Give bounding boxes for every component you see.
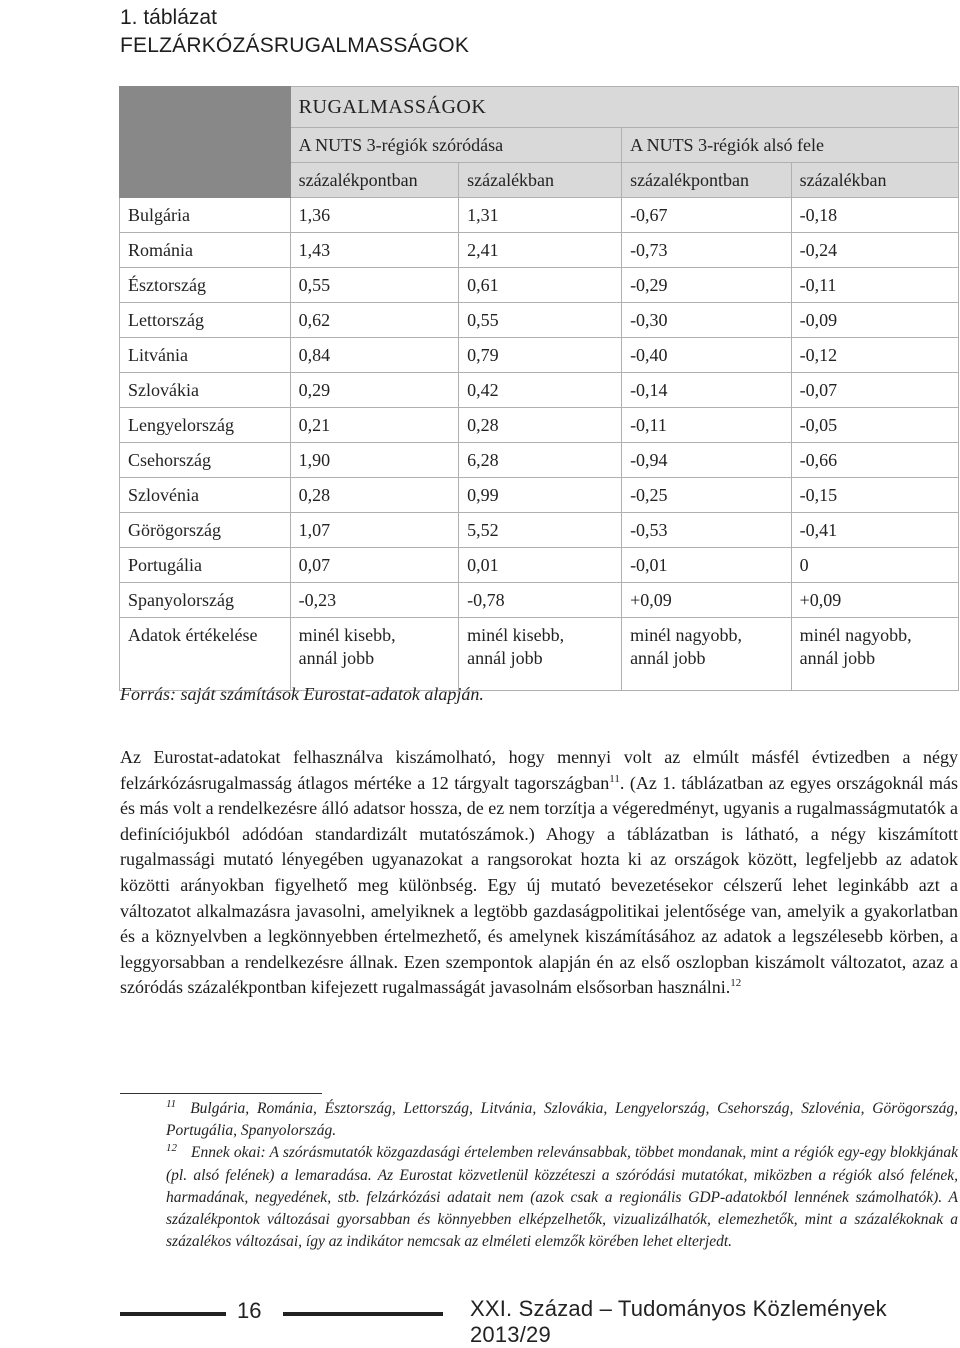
value-cell: -0,15 — [791, 478, 958, 513]
country-cell: Portugália — [120, 548, 291, 583]
country-cell: Szlovákia — [120, 373, 291, 408]
country-cell: Észtország — [120, 268, 291, 303]
value-cell: -0,11 — [622, 408, 792, 443]
group-header-2: A NUTS 3-régiók alsó fele — [622, 128, 959, 163]
table-row — [120, 233, 959, 268]
value-cell: 1,07 — [290, 513, 458, 548]
evaluation-line: minél nagyobb, — [630, 625, 743, 645]
value-cell: -0,14 — [622, 373, 792, 408]
value-cell: 2,41 — [459, 233, 622, 268]
evaluation-cell — [791, 618, 958, 691]
footnote-ref: 12 — [730, 977, 742, 990]
table-row — [120, 338, 959, 373]
country-cell: Románia — [120, 233, 291, 268]
value-cell: -0,18 — [791, 198, 958, 233]
value-cell: -0,01 — [622, 548, 792, 583]
value-cell: -0,41 — [791, 513, 958, 548]
evaluation-line: annál jobb — [298, 648, 375, 668]
footnote-separator — [120, 1093, 322, 1094]
value-cell: -0,94 — [622, 443, 792, 478]
table-row — [120, 268, 959, 303]
value-cell: 0,07 — [290, 548, 458, 583]
evaluation-line: minél kisebb, — [298, 625, 396, 645]
value-cell: 0,84 — [290, 338, 458, 373]
footnote-ref: 11 — [609, 772, 620, 785]
table-row — [120, 303, 959, 338]
value-cell: 0,21 — [290, 408, 458, 443]
country-cell: Lengyelország — [120, 408, 291, 443]
value-cell: 0,55 — [459, 303, 622, 338]
country-cell: Bulgária — [120, 198, 291, 233]
value-cell: 0,61 — [459, 268, 622, 303]
value-cell: -0,30 — [622, 303, 792, 338]
subheader: százalékban — [791, 163, 958, 198]
value-cell: -0,07 — [791, 373, 958, 408]
country-cell: Csehország — [120, 443, 291, 478]
subheader: százalékpontban — [290, 163, 458, 198]
value-cell: 1,43 — [290, 233, 458, 268]
footnote-text: Ennek okai: A szórásmutatók közgazdasági értelemben relevánsabbak, többet mondanak, mint a régiók egy-egy blokkjának (pl. alsó felének) a lemaradása. Az Eurostat közvetlenül közzéteszi a szóródási mutatókat, miközben a régiók alsó felének, harmadának, negyedének, stb. felzárkózási adatait nem (azok csak a regionális GDP-adatokból lennének számolhatók). A százalékpontok változásai gyorsabban és könnyebben elképzelhetők, vizualizálhatók, elemezhetők, mint a százalékoknak a százalékos változásai, így az indikátor nemcsak az elméleti elemzők körében lehet elterjedt. — [166, 1144, 958, 1251]
value-cell: -0,25 — [622, 478, 792, 513]
country-cell: Görögország — [120, 513, 291, 548]
footnote — [166, 1142, 958, 1253]
evaluation-line: annál jobb — [467, 648, 543, 668]
value-cell: -0,05 — [791, 408, 958, 443]
journal-title: XXI. Század – Tudományos Közlemények 2013/29 — [470, 1296, 887, 1347]
footnotes — [166, 1098, 958, 1253]
value-cell: 0,28 — [459, 408, 622, 443]
footnote-number: 11 — [166, 1097, 177, 1110]
country-cell: Spanyolország — [120, 583, 291, 618]
table-title: FELZÁRKÓZÁSRUGALMASSÁGOK — [120, 34, 470, 57]
value-cell: -0,12 — [791, 338, 958, 373]
value-cell: +0,09 — [791, 583, 958, 618]
value-cell: -0,23 — [290, 583, 458, 618]
value-cell: 0,79 — [459, 338, 622, 373]
page-number: 16 — [237, 1298, 262, 1323]
table-heading — [120, 4, 469, 60]
value-cell: 0,55 — [290, 268, 458, 303]
value-cell: 5,52 — [459, 513, 622, 548]
table-row — [120, 548, 959, 583]
value-cell: -0,29 — [622, 268, 792, 303]
value-cell: -0,73 — [622, 233, 792, 268]
evaluation-line: minél kisebb, — [467, 625, 565, 645]
country-cell: Szlovénia — [120, 478, 291, 513]
evaluation-cell — [622, 618, 792, 691]
footnote-text: Bulgária, Románia, Észtország, Lettország, Litvánia, Szlovákia, Lengyelország, Csehország, Szlovénia, Görögország, Portugália, Spanyolország. — [166, 1100, 958, 1140]
paragraph-part: Az Eurostat-adatokat felhasználva kiszámolható, hogy mennyi volt az elmúlt másfél évtizedben a négy felzárkózásrugalmasság átlagos mértéke a 12 tárgyalt tagországban — [120, 747, 958, 793]
value-cell: 1,36 — [290, 198, 458, 233]
value-cell: 0,62 — [290, 303, 458, 338]
value-cell: -0,11 — [791, 268, 958, 303]
country-cell: Litvánia — [120, 338, 291, 373]
footer-rule-left — [120, 1312, 226, 1316]
table-row — [120, 373, 959, 408]
subheader: százalékpontban — [622, 163, 792, 198]
value-cell: 0,28 — [290, 478, 458, 513]
table-row — [120, 478, 959, 513]
elasticity-table — [119, 86, 959, 691]
evaluation-line: annál jobb — [799, 648, 876, 668]
evaluation-line: minél nagyobb, — [799, 625, 912, 645]
footnote — [166, 1098, 958, 1142]
evaluation-row — [120, 618, 959, 691]
table-row — [120, 443, 959, 478]
country-cell: Lettország — [120, 303, 291, 338]
footer-rule-right — [283, 1312, 443, 1316]
value-cell: 0,99 — [459, 478, 622, 513]
group-title: RUGALMASSÁGOK — [290, 87, 958, 128]
evaluation-cell — [459, 618, 622, 691]
evaluation-cell — [290, 618, 458, 691]
source-note: Forrás: saját számítások Eurostat-adatok alapján. — [120, 684, 484, 704]
value-cell: -0,40 — [622, 338, 792, 373]
subheader: százalékban — [459, 163, 622, 198]
table-row — [120, 198, 959, 233]
table-row — [120, 583, 959, 618]
footnote-number: 12 — [166, 1142, 177, 1155]
value-cell: 0,42 — [459, 373, 622, 408]
value-cell: -0,53 — [622, 513, 792, 548]
table-row — [120, 408, 959, 443]
evaluation-line: annál jobb — [630, 648, 706, 668]
group-header-1: A NUTS 3-régiók szóródása — [290, 128, 621, 163]
value-cell: 0,29 — [290, 373, 458, 408]
value-cell: -0,09 — [791, 303, 958, 338]
value-cell: -0,24 — [791, 233, 958, 268]
header-corner — [120, 87, 291, 198]
value-cell: 6,28 — [459, 443, 622, 478]
value-cell: -0,67 — [622, 198, 792, 233]
value-cell: 1,90 — [290, 443, 458, 478]
evaluation-label: Adatok értékelése — [120, 618, 291, 691]
value-cell: +0,09 — [622, 583, 792, 618]
table-header-row-1 — [120, 87, 959, 128]
value-cell: 0,01 — [459, 548, 622, 583]
table-row — [120, 513, 959, 548]
value-cell: 0 — [791, 548, 958, 583]
paragraph-part: . (Az 1. táblázatban az egyes országoknál más és más volt a rendelkezésre álló adatsor hossza, de ez nem torzítja a végeredményt, ugyanis a rugalmasságmutatók a definíciójukból adódóan standardizált mutatószámok.) Ahogy a táblázatban is látható, a négy kiszámított rugalmassági mutató lényegében ugyanazokat a rangsorokat hozta ki az országok között, legfeljebb az adatok közötti arányokban figyelhető meg különbség. Egy új mutató bevezetésekor célszerű lehet leginkább azt a változatot alkalmazásra javasolni, amelyiknek a legtöbb gazdaságpolitikai jelentősége van, amelyik a gyakorlatban és a köznyelvben a legkönnyebben értelmezhető, és amelynek kiszámításához az adatok a legszélesebb körben, a leggyorsabban a rendelkezésre állnak. Ezen szempontok alapján én az első oszlopban kiszámolt változatot, azaz a szóródás százalékpontban kifejezett rugalmasságát javasolnám elsősorban használni. — [120, 772, 958, 998]
body-paragraph — [120, 745, 958, 1001]
table-number: 1. táblázat — [120, 6, 217, 29]
value-cell: 1,31 — [459, 198, 622, 233]
value-cell: -0,66 — [791, 443, 958, 478]
value-cell: -0,78 — [459, 583, 622, 618]
